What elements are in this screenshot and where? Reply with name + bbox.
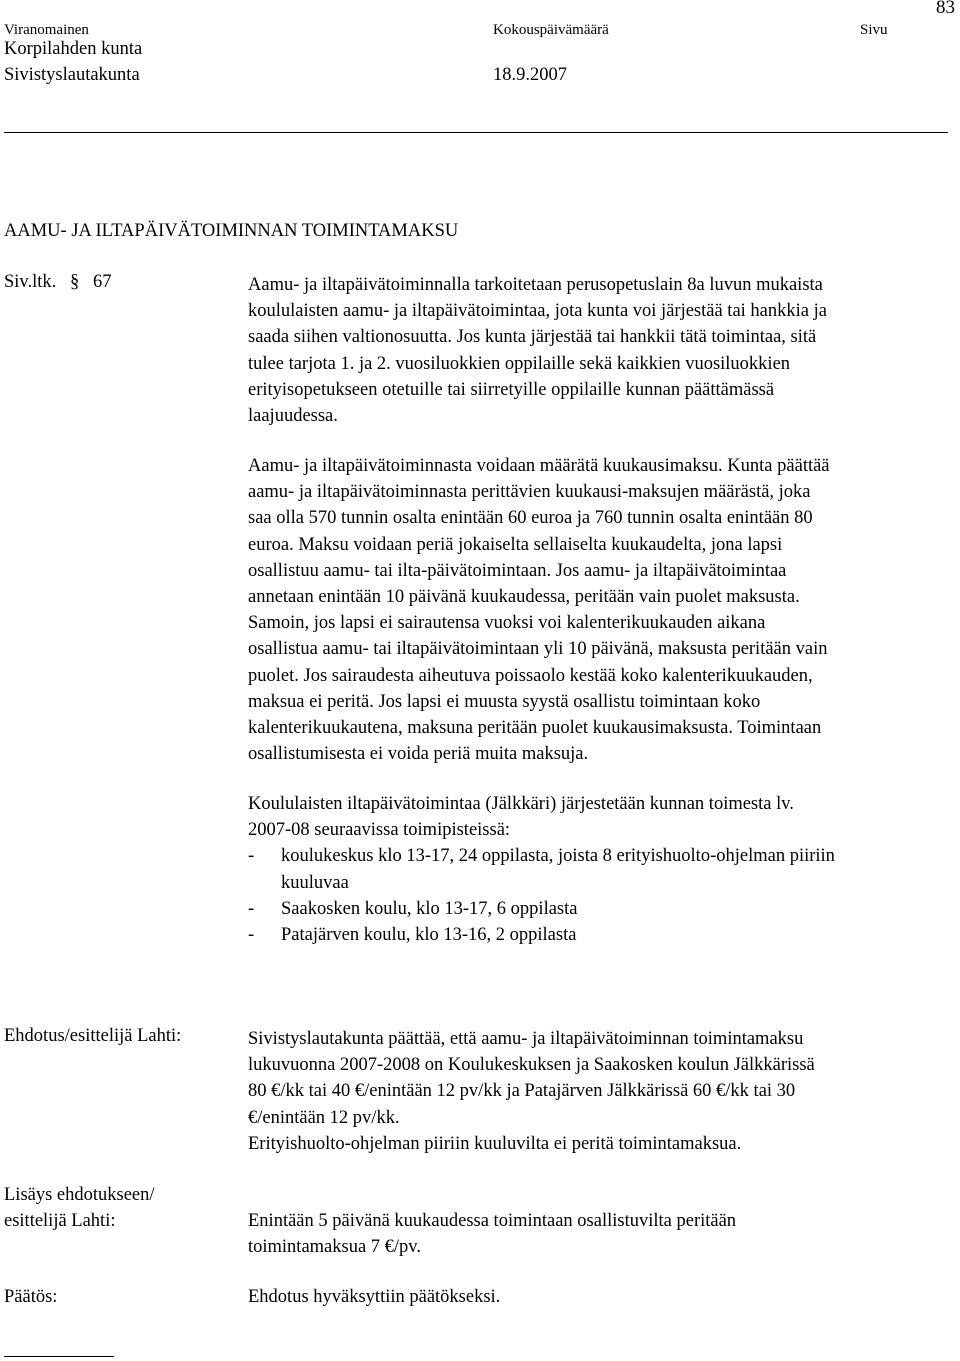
addition-line: toimintamaksua 7 €/pv. [248,1237,421,1258]
proposal-line: Erityishuolto-ohjelman piiriin kuuluvilta ei peritä toimintamaksua. [248,1133,742,1154]
header-meeting-date: 18.9.2007 [493,65,567,85]
list-item-continuation [248,870,794,896]
paragraph-line: Koululaisten iltapäivätoimintaa (Jälkkäri) järjestetään kunnan toimesta lv. [248,794,794,814]
paragraph-line: Aamu- ja iltapäivätoiminnalla tarkoitetaan perusopetuslain 8a luvun mukaista [248,275,823,295]
paragraph-line: laajuudessa. [248,405,338,426]
list-item-text: koulukeskus klo 13-17, 24 oppilasta, joista 8 erityishuolto-ohjelman piiriin [281,846,835,867]
list-dash: - [248,924,255,945]
location-list [248,843,835,948]
list-item [248,922,794,948]
list-item-text: kuuluvaa [281,872,349,893]
paragraph-line: aamu- ja iltapäivätoiminnasta perittävien kuukausi-maksujen määrästä, joka [248,482,811,503]
paragraph-line: puolet. Jos sairaudesta aiheutuva poissaolo kestää koko kalenterikuukauden, [248,665,813,686]
addition-text [248,1208,736,1260]
paragraph-1 [248,272,827,429]
header-authority-label: Viranomainen [4,22,89,38]
paragraph-line: saa olla 570 tunnin osalta enintään 60 euroa ja 760 tunnin osalta enintään 80 [248,508,813,529]
paragraph-line: erityisopetukseen otetuille tai siirretyille oppilaille kunnan päättämässä [248,379,775,400]
footer-divider [4,1356,114,1357]
paragraph-line: annetaan enintään 10 päivänä kuukaudessa, peritään vain puolet maksusta. [248,586,800,607]
page-number: 83 [936,0,955,18]
decision-label: Päätös: [4,1287,58,1307]
paragraph-line: Samoin, jos lapsi ei sairautensa vuoksi voi kalenterikuukauden aikana [248,613,766,634]
list-item [248,843,835,869]
header-page-label: Sivu [860,22,888,38]
paragraph-line: kalenterikuukautena, maksuna peritään puolet kuukausimaksusta. Toimintaan [248,717,822,738]
paragraph-line: Aamu- ja iltapäivätoiminnasta voidaan määrätä kuukausimaksu. Kunta päättää [248,456,830,476]
paragraph-line: tulee tarjota 1. ja 2. vuosiluokkien oppilaille sekä kaikkien vuosiluokkien [248,353,791,374]
list-item-text: Saakosken koulu, klo 13-17, 6 oppilasta [281,898,578,919]
header-divider [4,132,948,133]
paragraph-line: osallistuu aamu- tai ilta-päivätoimintaan. Jos aamu- ja iltapäivätoimintaa [248,560,787,581]
proposal-label: Ehdotus/esittelijä Lahti: [4,1026,182,1046]
header-board: Sivistyslautakunta [4,65,140,85]
addition-label [4,1182,155,1234]
proposal-text [248,1026,815,1157]
paragraph-3 [248,791,835,948]
list-dash: - [248,846,255,867]
paragraph-line: maksua ei peritä. Jos lapsi ei muusta syystä osallistu toimintaan koko [248,691,761,712]
header-authority: Korpilahden kunta [4,39,143,59]
page-title: AAMU- JA ILTAPÄIVÄTOIMINNAN TOIMINTAMAKSU [4,221,459,241]
section-number: 67 [93,272,112,292]
paragraph-line: euroa. Maksu voidaan periä jokaiselta sellaiselta kuukaudelta, jona lapsi [248,534,783,555]
paragraph-line: osallistua aamu- tai iltapäivätoimintaan yli 10 päivänä, maksusta peritään vain [248,639,828,660]
addition-label-line: Lisäys ehdotukseen/ [4,1185,155,1205]
list-dash: - [248,898,255,919]
addition-line: Enintään 5 päivänä kuukaudessa toimintaan osallistuvilta peritään [248,1211,737,1231]
list-item [248,896,794,922]
decision-text: Ehdotus hyväksyttiin päätökseksi. [248,1287,501,1307]
addition-label-line: esittelijä Lahti: [4,1211,116,1232]
paragraph-line: osallistumisesta ei voida periä muita maksuja. [248,744,589,765]
proposal-line: lukuvuonna 2007-2008 on Koulukeskuksen ja Saakosken koulun Jälkkärissä [248,1055,815,1076]
paragraph-line: koululaisten aamu- ja iltapäivätoimintaa, jota kunta voi järjestää tai hankkia ja [248,301,827,322]
paragraph-line: saada siihen valtionosuutta. Jos kunta järjestää tai hankkii tätä toimintaa, sitä [248,327,817,348]
proposal-line: 80 €/kk tai 40 €/enintään 12 pv/kk ja Patajärven Jälkkärissä 60 €/kk tai 30 [248,1081,796,1102]
header-date-label: Kokouspäivämäärä [493,22,609,38]
paragraph-line: 2007-08 seuraavissa toimipisteissä: [248,820,511,841]
section-ref-label: Siv.ltk. [4,272,57,292]
paragraph-2 [248,453,830,767]
proposal-line: Sivistyslautakunta päättää, että aamu- ja iltapäivätoiminnan toimintamaksu [248,1029,804,1049]
proposal-line: €/enintään 12 pv/kk. [248,1107,400,1128]
list-item-text: Patajärven koulu, klo 13-16, 2 oppilasta [281,924,577,945]
section-symbol: § [70,272,80,292]
